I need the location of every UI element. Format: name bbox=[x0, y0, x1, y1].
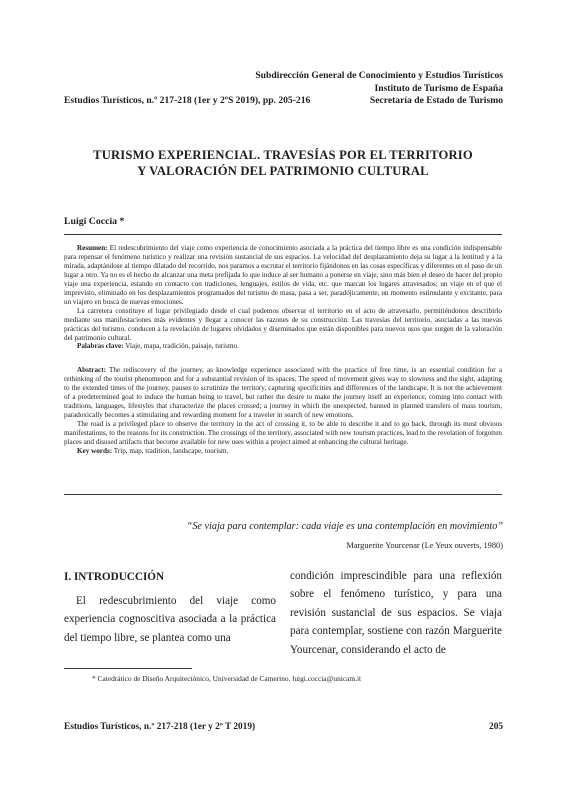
institution-line: Instituto de Turismo de España bbox=[374, 82, 503, 94]
title-line: TURISMO EXPERIENCIAL. TRAVESÍAS POR EL TERRITORIO bbox=[93, 148, 473, 162]
body-column-left: El redescubrimiento del viaje como experiencia cognoscitiva asociada a la práctica del tiempo libre, se plantea como una bbox=[64, 595, 276, 644]
palabras-clave: Palabras clave: Viaje, mapa, tradición, paisaje, turismo. bbox=[77, 342, 239, 351]
footnote: * Catedrático de Diseño Arquitectónico, Universidad de Camerino. luigi.coccia@unicam.it bbox=[92, 674, 362, 683]
page-number: 205 bbox=[489, 722, 503, 732]
divider bbox=[64, 234, 502, 235]
palabras-clave-label: Palabras clave: bbox=[77, 342, 124, 351]
divider bbox=[64, 494, 502, 495]
abstract-block bbox=[64, 366, 502, 456]
footnote-divider bbox=[64, 668, 192, 669]
resumen-paragraph: Resumen: El redescubrimiento del viaje como experiencia de conocimiento asociada a la práctica del tiempo libre es una condición indispensable para repensar el fenómeno turístico y realizar una revisión sustancial de sus espacios. La velocidad del desplazamiento deja su lugar a la lentitud y a la mirada, adaptándose al tiempo dilatado del recorrido, nos paramos a escrutar el territorio fijándonos en las cosas específicas y diferentes en el paso de un lugar a otro. Ya no es el hecho de alcanzar una meta prefijada lo que induce al ser humano a ponerse en viaje, sino más bien el deseo de hacer del propio viaje una experiencia, estando en contacto con tradiciones, lenguajes, estilos de vida, etc. que marcan los lugares atravesados; un viaje en el que el imprevisto, eliminado en los desplazamientos programados del turismo de masa, pasa a ser, paradójicamente, un momento estimulante y excitante, para un viajero en busca de nuevas emociones. bbox=[64, 244, 502, 306]
epigraph-quote: “Se viaja para contemplar: cada viaje es una contemplación en movimiento” bbox=[186, 521, 503, 532]
abstract-label: Abstract: bbox=[77, 366, 106, 374]
epigraph-source: Marguerite Yourcenar (Le Yeux ouverts, 1980) bbox=[346, 541, 503, 550]
journal-reference: Estudios Turísticos, n.º 217-218 (1er y 2ºS 2019), pp. 205-216 bbox=[64, 95, 311, 106]
article-title bbox=[64, 147, 502, 179]
key-words: Key words: Trip, map, tradition, landscape, tourism. bbox=[77, 446, 229, 455]
section-heading: I. INTRODUCCIÓN bbox=[64, 571, 165, 583]
institution-line: Subdirección General de Conocimiento y Estudios Turísticos bbox=[255, 70, 503, 81]
key-words-label: Key words: bbox=[77, 446, 113, 455]
body-column-right: condición imprescindible para una reflexión sobre el fenómeno turístico, y para una revisión sustancial de sus espacios. Se viaja para contemplar, sostiene con razón Marguerite Yourcenar, considerando el acto de bbox=[290, 570, 502, 656]
resumen-block bbox=[64, 244, 502, 351]
title-line: Y VALORACIÓN DEL PATRIMONIO CULTURAL bbox=[137, 164, 429, 178]
resumen-paragraph: La carretera constituye el lugar privilegiado desde el cual podemos observar el territorio en el acto de atravesarlo, permitiéndonos describirlo mediante sus manifestaciones más evidentes y llegar a conocer las razones de su construcción. Las travesías del territorio, asociadas a las nuevas prácticas del turismo, conducen a la revelación de lugares olvidados y diseminados que están disponibles para nuevos usos que surgen de la valoración del patrimonio cultural. bbox=[64, 306, 502, 342]
institution-line: Secretaría de Estado de Turismo bbox=[369, 95, 503, 106]
footer-journal: Estudios Turísticos, n.º 217-218 (1er y 2º T 2019) bbox=[64, 722, 256, 732]
resumen-label: Resumen: bbox=[77, 244, 108, 252]
author-name: Luigi Coccia * bbox=[64, 216, 125, 227]
abstract-paragraph: The road is a privileged place to observe the territory in the act of crossing it, to be able to describe it and to go back, through its most obvious manifestations, to the reasons for its construction. The crossings of the territory, associated with new tourism practices, lead to the revelation of forgotten places and disused artifacts that become available for new uses within a project aimed at enhancing the cultural heritage. bbox=[64, 419, 502, 446]
abstract-paragraph: Abstract: The rediscovery of the journey, as knowledge experience associated with the practice of free time, is an essential condition for a rethinking of the tourist phenomenon and for a substantial revision of its spaces. The speed of movement gives way to slowness and the sight, adapting to the extended times of the journey, pauses to scrutinize the territory, capturing specificities and differences of the landscape. It is not the achievement of a predetermined goal to induce the human being to travel, but rather the desire to make the journey itself an experience, coming into contact with traditions, languages, lifestyles that characterize the places crossed; a journey in which the unexpected, banned in planned transfers of mass tourism, paradoxically becomes a stimulating and rewarding moment for a traveler in search of new emotions. bbox=[64, 366, 502, 419]
